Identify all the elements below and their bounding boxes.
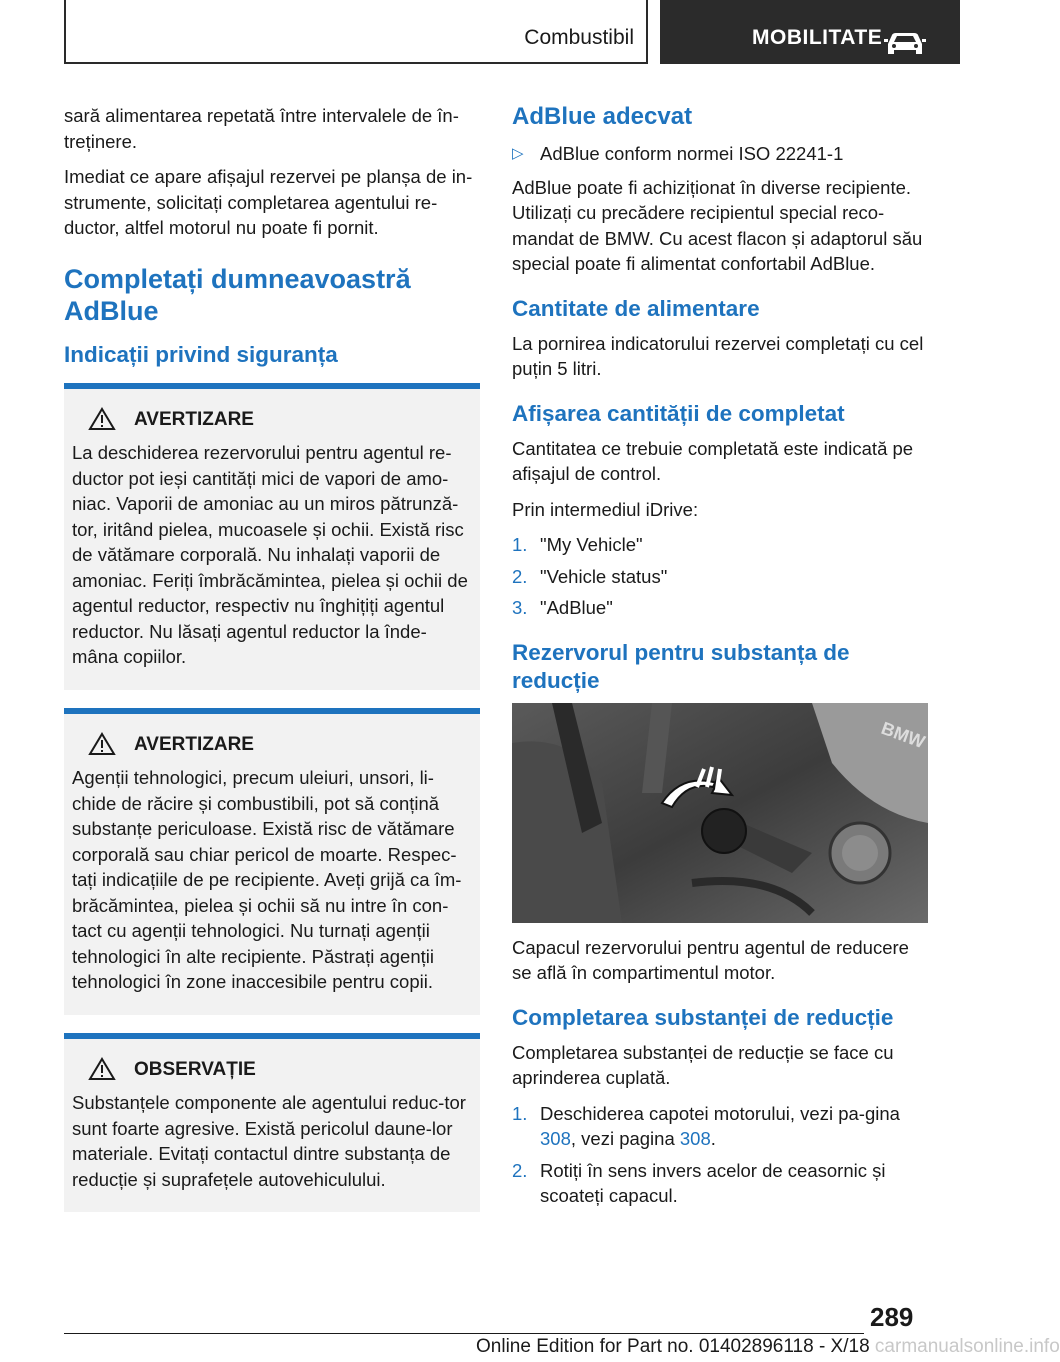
idrive-steps [512, 532, 932, 621]
bullet-text: AdBlue conform normei ISO 22241-1 [540, 143, 844, 164]
footer-edition: Online Edition for Part no. 01402896118 - X/18 carmanualsonline.info [476, 1336, 1060, 1357]
engine-bay-photo [512, 703, 928, 923]
photo-brand-text: BMW [878, 717, 928, 752]
list-item: 2. "Vehicle status" [512, 565, 668, 587]
left-column [64, 103, 478, 1226]
section-tab [64, 0, 648, 64]
warning-title: AVERTIZARE [134, 733, 254, 755]
page-reference-link[interactable]: 308 [679, 1128, 711, 1149]
list-item: 3. "AdBlue" [512, 597, 613, 618]
notice-text: Substanțele componente ale agentului reduc-tor sunt foarte agresive. Există pericolul daune-lor materiale. Evitați contactul dintre substanța de reducție și suprafețele autovehiculului. [72, 1092, 466, 1190]
list-item: 1. Deschiderea capotei motorului, vezi pa-gina 308, vezi pagina 308. [512, 1102, 900, 1149]
warning-text: La deschiderea rezervorului pentru agentul re-ductor pot ieși cantități mici de vapori de amo-niac. Vaporii de amoniac au un miros pătrunză-tor, iritând pielea, mucoasele și ochii. Există risc de vătămare corporală. Nu inhalați vaporii de amoniac. Feriți îmbrăcămintea, pielea și ochii de agentul reductor, respectiv nu înghițiți agentul reductor. Nu lăsați agentul reductor la înde-mâna copiilor. [72, 442, 468, 667]
notice-title: OBSERVAȚIE [134, 1058, 256, 1080]
section-tab-label: Combustibil [524, 26, 634, 49]
footer-divider [64, 1333, 864, 1334]
page-number: 289 [870, 1302, 914, 1332]
car-icon [884, 30, 926, 54]
chapter-tab-label: MOBILITATE [752, 26, 883, 49]
warning-header [88, 732, 472, 758]
page-reference-link[interactable]: 308 [540, 1128, 571, 1149]
adblue-heading: AdBlue adecvat [512, 103, 693, 130]
display-paragraph-1: Cantitatea ce trebuie completată este indicată pe afișajul de control. [512, 437, 914, 484]
photo-caption: Capacul rezervorului pentru agentul de reducere se află în compartimentul motor. [512, 936, 909, 983]
warning-triangle-icon [88, 407, 116, 431]
bullet-item [512, 141, 932, 167]
display-paragraph-2: Prin intermediul iDrive: [512, 498, 699, 520]
warning-triangle-icon [88, 1057, 116, 1081]
list-item: 1. "My Vehicle" [512, 534, 643, 555]
footer-watermark: carmanualsonline.info [874, 1336, 1060, 1357]
warning-text: Agenții tehnologici, precum uleiuri, unsori, li-chide de răcire și combustibili, pot să conțină substanțe periculoase. Există risc de vătămare corporală sau chiar pericol de moarte. Respec-tați indicațiile de pe recipiente. Aveți grijă ca îm-brăcămintea, pielea și ochii să nu intre în con-tact cu agenții tehnologici. Nu turnați agenții tehnologici în alte recipiente. Păstrați agenții tehnologici în zone inaccesibile pentru copii. [72, 767, 462, 992]
notice-header [88, 1057, 472, 1083]
right-column [512, 103, 932, 1219]
intro-paragraph-2: Imediat ce apare afișajul rezervei pe planșa de in-strumente, solicitați completarea agentului re-ductor, altfel motorul nu poate fi pornit. [64, 166, 473, 238]
fill-steps [512, 1101, 932, 1209]
warning-box-2 [64, 708, 480, 1015]
safety-heading: Indicații privind siguranța [64, 341, 338, 367]
warning-box-1 [64, 383, 480, 690]
warning-header [88, 407, 472, 433]
warning-triangle-icon [88, 732, 116, 756]
intro-paragraph-1: sară alimentarea repetată între intervalele de în-treținere. [64, 105, 459, 152]
fill-heading: Completarea substanței de reducție [512, 1004, 894, 1030]
fill-paragraph: Completarea substanței de reducție se face cu aprinderea cuplată. [512, 1041, 894, 1088]
bullet-triangle-icon: ▷ [512, 145, 524, 162]
quantity-paragraph: La pornirea indicatorului rezervei completați cu cel puțin 5 litri. [512, 332, 924, 379]
warning-title: AVERTIZARE [134, 408, 254, 430]
adblue-paragraph: AdBlue poate fi achiziționat în diverse recipiente. Utilizați cu precădere recipientul special reco-mandat de BMW. Cu acest flacon și adaptorul său special poate fi alimentat confortabil AdBlue. [512, 176, 923, 274]
quantity-heading: Cantitate de alimentare [512, 295, 760, 321]
list-item: 2. Rotiți în sens invers acelor de ceasornic și scoateți capacul. [512, 1159, 886, 1206]
tank-heading: Rezervorul pentru substanța de reducție [512, 639, 850, 693]
notice-box [64, 1033, 480, 1213]
display-heading: Afișarea cantității de completat [512, 400, 845, 426]
section-title: Completați dumneavoastră AdBlue [64, 263, 411, 326]
